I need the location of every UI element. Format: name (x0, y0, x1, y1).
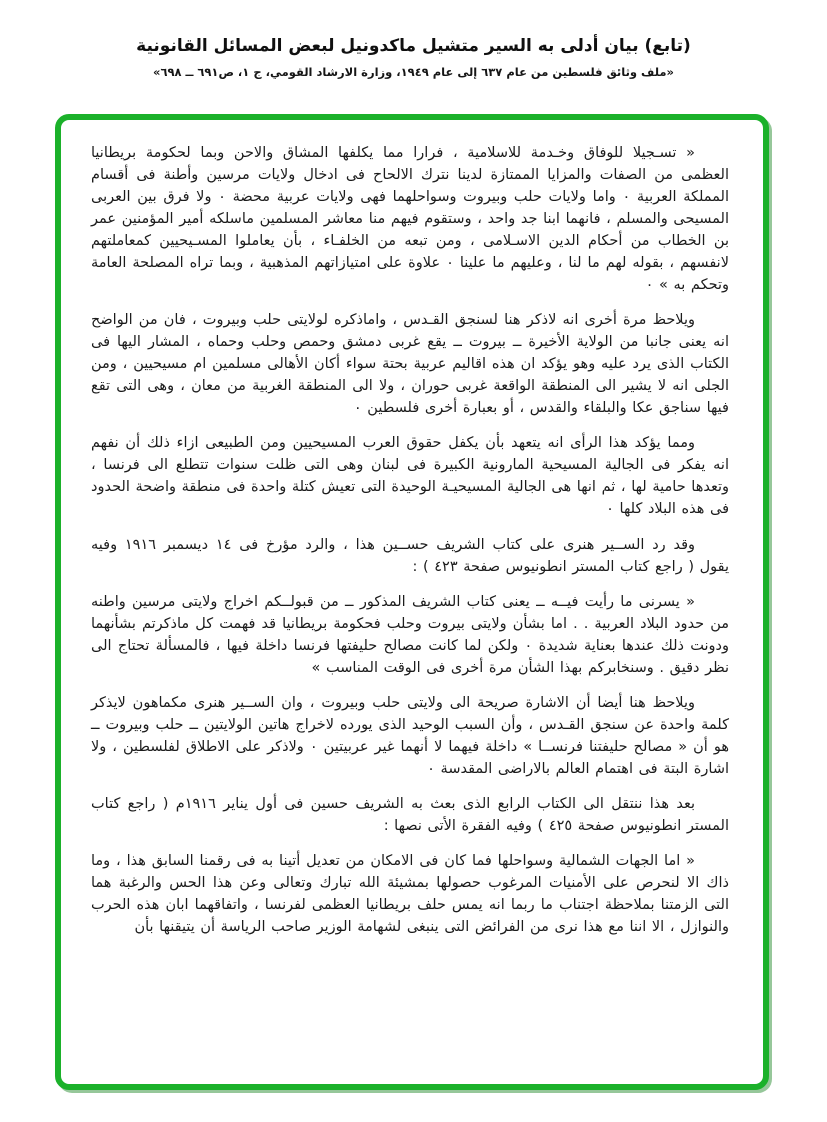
paragraph-quote-1: « تسـجيلا للوفاق وخـدمة للاسلامية ، فرارا مما يكلفها المشاق والاحن وبما لحكومة بريطانيا العظمى من الصفات والمزايا الممتازة لدينا نترك الالحاح فى ادخال ولايات مرسين وأطنة فى أقسام المملكة العربية ٠ واما ولايات حلب وبيروت وسواحلهما فهى ولايات عربية محضة ٠ ولا فرق بين العربى المسيحى والمسلم ، فانهما ابنا جد واحد ، وستقوم فيهم منا معاشر المسلمين ماسلكه أمير المؤمنين عمر بن الخطاب من أحكام الدين الاسـلامى ، ومن تبعه من الخلفـاء ، بأن يعاملوا المسـيحيين كمعاملتهم لانفسهم ، بقوله لهم ما لنا ، وعليهم ما علينا ٠ علاوة على امتيازاتهم المذهبية ، وبما تراه المصلحة العامة وتحكم به » ٠ (91, 145, 730, 294)
paragraph-commentary-1: ويلاحظ مرة أخرى انه لاذكر هنا لسنجق القـدس ، واماذكره لولايتى حلب وبيروت ، فان من الواضح انه يعنى جانبا من الولاية الأخيرة ــ بيروت ــ يقع غربى دمشق وحمص وحلب وحماه ، المشار اليها فى الكتاب الذى يرد عليه وهو يؤكد ان هذه اقاليم عربية بحتة سواء أكان الأهالى مسلمين ام مسيحيين ، ومن الجلى انه لا يشير الى المنطقة الواقعة غربى حوران ، ولا الى المنطقة الغربية من معان ، وهى التى تقع فيها سناجق عكا والبلقاء والقدس ، أو بعبارة أخرى فلسطين ٠ (91, 312, 729, 417)
paragraph-commentary-2: ومما يؤكد هذا الرأى انه يتعهد بأن يكفل حقوق العرب المسيحيين ومن الطبيعى ازاء ذلك أن نفهم انه يفكر فى الجالية المسيحية المارونية الكبيرة فى لبنان وهى التى ظلت سنوات تتطلع الى فرنسا ، وتعدها حامية لها ، ثم انها هى الجالية المسيحيـة الوحيدة التى تعيش كتلة واحدة فى منطقة واضحة الحدود فى هذه البلاد كلها ٠ (91, 435, 729, 518)
green-border-frame (55, 114, 769, 1090)
document-body (61, 120, 763, 1084)
document-source-citation: «ملف وثائق فلسطين من عام ٦٣٧ إلى عام ١٩٤٩، وزارة الارشاد القومي، ج ١، ص٦٩١ ــ ٦٩٨» (153, 65, 674, 79)
document-title: (تابع) بيان أدلى به السير متشيل ماكدونيل لبعض المسائل القانونية (136, 36, 691, 56)
paragraph-quote-3: « اما الجهات الشمالية وسواحلها فما كان فى الامكان من تعديل أتينا به فى رقمنا السابق هذا ، وما ذاك الا لنحرص على الأمنيات المرغوب حصولها بمشيئة الله تبارك وتعالى وعن هذا الحس والرغبة هما التى الزمتنا بملاحظة اجتناب ما ربما انه يمس حلف بريطانيا العظمى لفرنسا ، واتفاقهما ابان هذه الحرب والنوازل ، الا اننا مع هذا نرى من الفرائض التى ينبغى لشهامة الوزير صاحب الرياسة أن يتيقنها بأن (91, 852, 729, 935)
page-header (0, 36, 827, 79)
paragraph-intro-fourth-letter: بعد هذا ننتقل الى الكتاب الرابع الذى بعث به الشريف حسين فى أول يناير ١٩١٦م ( راجع كتاب المستر انطونيوس صفحة ٤٢٥ ) وفيه الفقرة الأتى نصها : (91, 795, 729, 834)
paragraph-commentary-3: ويلاحظ هنا أيضا أن الاشارة صريحة الى ولايتى حلب وبيروت ، وان الســير هنرى مكماهون لايذكر كلمة واحدة عن سنجق القـدس ، وأن السبب الوحيد الذى يورده لاخراج هاتين الولايتين ــ حلب وبيروت ــ هو أن « مصالح حليفتنا فرنســا » داخلة فيهما لا أنهما غير عربيتين ٠ ولاذكر على الاطلاق لفلسطين ، ولا اشارة البتة فى اهتمام العالم بالاراضى المقدسة ٠ (91, 694, 729, 777)
paragraph-quote-2: « يسرنى ما رأيت فيــه ــ يعنى كتاب الشريف المذكور ــ من قبولــكم اخراج ولايتى مرسين واطنه من حدود البلاد العربية . . اما بشأن ولايتى بيروت وحلب فحكومة بريطانيا قد فهمت كل ماذكرتم بشأنهما ودونت ذلك عندها بعناية شديدة ٠ ولكن لما كانت مصالح حليفتها فرنسا داخلة فيها ، فالمسألة تحتاج الى نظر دقيق . وسنخابركم بهذا الشأن مرة أخرى فى الوقت المناسب » (91, 593, 729, 676)
paragraph-intro-reply: وقد رد الســير هنرى على كتاب الشريف حســين هذا ، والرد مؤرخ فى ١٤ ديسمبر ١٩١٦ وفيه يقول ( راجع كتاب المستر انطونيوس صفحة ٤٢٣ ) : (91, 536, 729, 575)
